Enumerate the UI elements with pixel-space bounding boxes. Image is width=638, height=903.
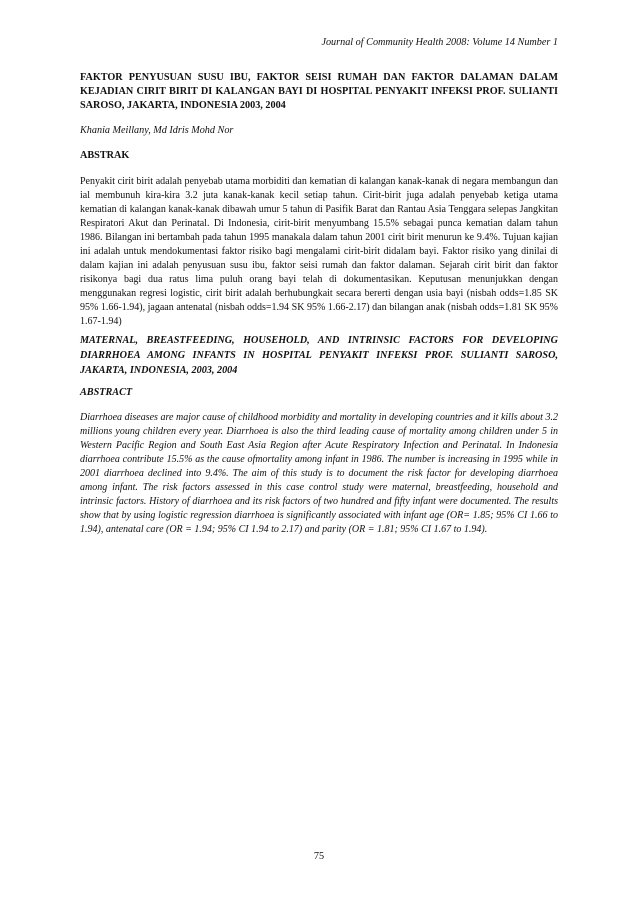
english-abstract-heading: ABSTRACT — [80, 387, 133, 398]
english-abstract-text: Diarrhoea diseases are major cause of childhood morbidity and mortality in developing countries and it kills about 3.2 millions young children every year. Diarrhoea is also the third leading cause of mortality among children under 5 in Western Pacific Region and South East Asia Region after Acute Respiratory Infection and Perinatal. In Indonesia diarrhoea contribute 15.5% as the cause ofmortality among infant in 1986. The number is increasing in 1995 while in 2001 diarrhoea declined into 9.4%. The aim of this study is to document the risk factor for developing diarrhoea among infant. The risk factors assessed in this case control study were maternal, breastfeeding, household and intrinsic factors. History of diarrhoea and its risk factors of two hundred and fifty infant were documented. The results show that by using logistic regression diarrhoea is significantly associated with infant age (OR= 1.85; 95% CI 1.66 to 1.94), antenatal care (OR = 1.94; 95% CI 1.94 to 2.17) and parity (OR = 1.81; 95% CI 1.67 to 1.94). — [80, 412, 558, 535]
malay-abstract-heading: ABSTRAK — [80, 150, 130, 161]
running-header: Journal of Community Health 2008: Volume 14 Number 1 — [321, 37, 558, 48]
page-number: 75 — [313, 851, 325, 862]
authors: Khania Meillany, Md Idris Mohd Nor — [80, 125, 234, 136]
english-title: MATERNAL, BREASTFEEDING, HOUSEHOLD, AND INTRINSIC FACTORS FOR DEVELOPING DIARRHOEA AMONG INFANTS IN HOSPITAL PENYAKIT INFEKSI PROF. SULIANTI SAROSO, JAKARTA, INDONESIA, 2003, 2004 — [80, 335, 558, 376]
malay-abstract-text: Penyakit cirit birit adalah penyebab utama morbiditi dan kematian di kalangan kanak-kanak di negara membangun dan ial membunuh kira-kira 3.2 juta kanak-kanak kecil setiap tahun. Cirit-birit juga adalah penyebab ketiga utama kematian di kalangan kanak-kanak dibawah umur 5 tahun di Pasifik Barat dan Rantau Asia Tenggara selepas Jangkitan Respiratori Akut dan Perinatal. Di Indonesia, cirit-birit menyumbang 15.5% sebagai punca kematian dalam tahun 1986. Bilangan ini bertambah pada tahun 1995 manakala dalam tahun 2001 cirit birit menurun ke 9.4%. Tujuan kajian ini adalah untuk mendokumentasi faktor risiko bagi mengalami cirit-birit didalam bayi. Faktor risiko yang dinilai di dalam kajian ini adalah penyusuan susu ibu, faktor seisi rumah dan faktor dalaman. Sejarah cirit birit dan faktor risikonya bagi dua ratus lima puluh orang bayi telah di dokumentasikan. Keputusan menunjukkan dengan menggunakan regresi logistic, cirit birit adalah berhubungkait secara bererti dengan usia bayi (nisbah odds=1.85 SK 95% 1.66-1.94), jagaan antenatal (nisbah odds=1.94 SK 95% 1.66-2.17) dan bilangan anak (nisbah odds=1.81 SK 95% 1.67-1.94) — [80, 176, 558, 327]
malay-title: FAKTOR PENYUSUAN SUSU IBU, FAKTOR SEISI RUMAH DAN FAKTOR DALAMAN DALAM KEJADIAN CIRIT BIRIT DI KALANGAN BAYI DI HOSPITAL PENYAKIT INFEKSI PROF. SULIANTI SAROSO, JAKARTA, INDONESIA 2003, 2004 — [80, 72, 558, 111]
